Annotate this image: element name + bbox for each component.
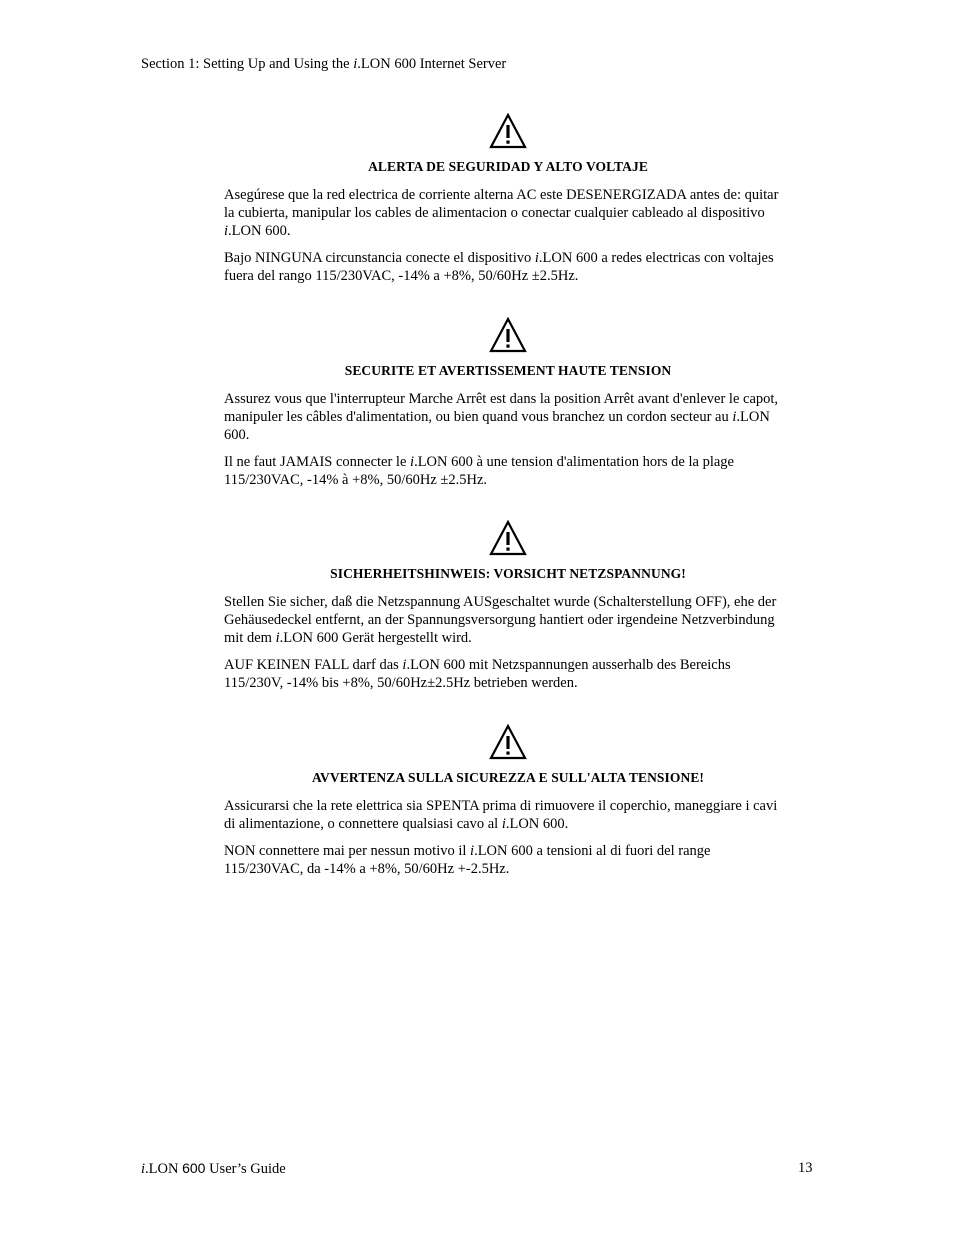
warning-triangle-icon (489, 520, 527, 556)
footer-guide-title: i.LON 600 User’s Guide (141, 1160, 286, 1177)
header-prefix: Section 1: Setting Up and Using the (141, 56, 354, 72)
warning-paragraph: Bajo NINGUNA circunstancia conecte el dispositivo i.LON 600 a redes electricas con voltajes fuera del rango 115/230VAC, -14% a +8%, 50/60Hz ±2.5Hz. (224, 250, 774, 284)
running-header (141, 56, 506, 73)
warning-paragraph: Assurez vous que l'interrupteur Marche Arrêt est dans la position Arrêt avant d'enlever le capot, manipuler les câbles d'alimentation, ou bien quand vous branchez un cordon secteur au i.LON 600. (224, 391, 779, 443)
warning-triangle-icon (489, 113, 527, 149)
warning-triangle-icon (489, 317, 527, 353)
warning-block-italian (224, 724, 792, 878)
warning-paragraph: Assicurarsi che la rete elettrica sia SPENTA prima di rimuovere il coperchio, maneggiare i cavi di alimentazione, o connettere qualsiasi cavo al i.LON 600. (224, 798, 778, 832)
warning-paragraph: NON connettere mai per nessun motivo il i.LON 600 a tensioni al di fuori del range 115/230VAC, da -14% a +8%, 50/60Hz +-2.5Hz. (224, 843, 711, 877)
warning-title: SECURITE ET AVERTISSEMENT HAUTE TENSION (344, 363, 672, 378)
warning-paragraph: AUF KEINEN FALL darf das i.LON 600 mit Netzspannungen ausserhalb des Bereichs 115/230V, -14% bis +8%, 50/60Hz±2.5Hz betrieben werden. (224, 657, 731, 691)
header-italic: i (353, 56, 358, 72)
warning-block-french (224, 317, 792, 489)
warning-paragraph: Il ne faut JAMAIS connecter le i.LON 600 à une tension d'alimentation hors de la plage 115/230VAC, -14% à +8%, 50/60Hz ±2.5Hz. (224, 454, 734, 488)
page-number: 13 (798, 1160, 813, 1176)
warning-triangle-icon (489, 724, 527, 760)
warning-paragraph: Asegúrese que la red electrica de corriente alterna AC este DESENERGIZADA antes de: quitar la cubierta, manipular los cables de alimentacion o conectar cualquier cableado al dispositivo i.LON 600. (224, 187, 779, 239)
warning-title: SICHERHEITSHINWEIS: VORSICHT NETZSPANNUNG! (330, 566, 686, 581)
warning-title: AVVERTENZA SULLA SICUREZZA E SULL'ALTA TENSIONE! (311, 770, 705, 785)
warning-title: ALERTA DE SEGURIDAD Y ALTO VOLTAJE (368, 159, 648, 174)
header-suffix: .LON 600 Internet Server (357, 56, 507, 72)
warning-block-german (224, 520, 792, 692)
warning-block-spanish (224, 113, 792, 285)
warning-paragraph: Stellen Sie sicher, daß die Netzspannung AUSgeschaltet wurde (Schalterstellung OFF), ehe der Gehäusedeckel entfernt, an der Spannungsversorgung hantiert oder irgendeine Netzverbindung mit dem i.LON 600 Gerät hergestellt wird. (224, 594, 777, 646)
